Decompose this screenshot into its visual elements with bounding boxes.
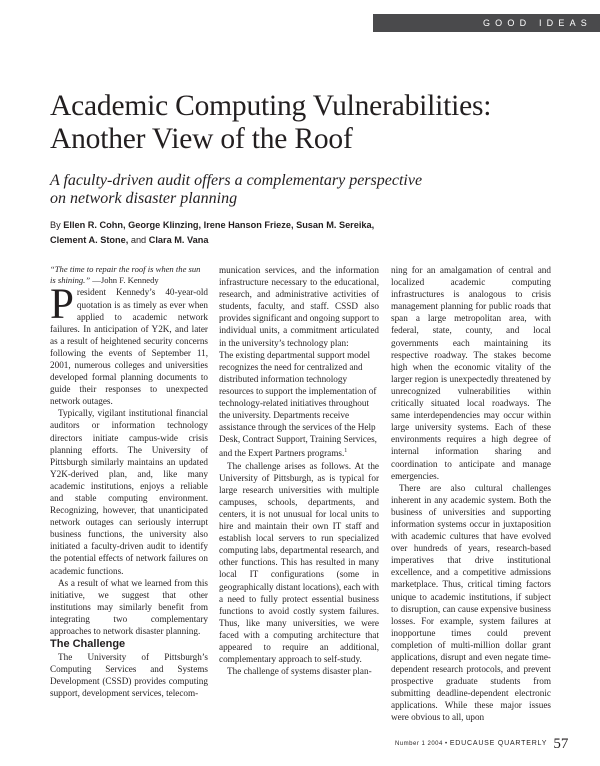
article-subtitle-line2: on network disaster planning	[50, 190, 238, 207]
drop-cap: P	[50, 281, 74, 329]
article-title-line1: Academic Computing Vulnerabilities:	[50, 90, 492, 122]
paragraph: Typically, vigilant institutional financial auditors or information technology directors initiate campus-wide crisis planning efforts. The University of Pittsburgh similarly maintains an updated Y2K-derived plan, and, like many academic institutions, enjoys a reliable and stable computing environment. Recognizing, however, that unanticipated network outages can seriously interrupt business functions, the university also initiated a faculty-driven audit to identify the potential effects of network failures on academic functions.	[50, 408, 208, 576]
footer-separator: •	[445, 741, 448, 747]
issue-label: Number 1 2004	[395, 741, 443, 747]
authors-line2a: Clement A. Stone,	[50, 234, 129, 245]
column-3	[391, 264, 551, 724]
article-title	[50, 90, 590, 156]
paragraph: The challenge arises as follows. At the University of Pittsburgh, as is typical for large research universities with multiple campuses, schools, departments, and centers, it is not unusual for local units to hire and maintain their own IT staff and establish local servers to run specialized computing labs, departmental research, and other functions. This has resulted in many local IT configurations (some in geographically distant locations), each with a need to fully protect essential business functions to avoid costly system failures. Thus, like many universities, we were faced with a computing architecture that appeared to require an additional, complementary approach to self-study.	[219, 460, 379, 665]
block-quote-text: The existing departmental support model recognizes the need for centralized and distributed information technology resources to support the implementation of technology-related initiatives throughout the university. Departments receive assistance through the services of the Help Desk, Contract Support, Training Services, and the Expert Partners programs.	[219, 349, 377, 459]
column-2	[219, 264, 379, 677]
magazine-name: EDUCAUSE QUARTERLY	[449, 740, 548, 747]
column-1	[50, 264, 208, 700]
section-heading: The Challenge	[50, 638, 126, 651]
paragraph-text: resident Kennedy’s 40-year-old quotation is as timely as ever when applied to academic network failures. In anticipation of Y2K, and later as a result of heightened security concerns following the events of September 11, 2001, numerous colleges and universities developed formal planning documents to guide their responses to unexpected network outages.	[50, 287, 208, 407]
page-number: 57	[553, 736, 569, 752]
page-footer	[395, 736, 595, 753]
section-tag: GOOD IDEAS	[373, 14, 600, 32]
epigraph	[50, 264, 208, 286]
authors-line2b: Clara M. Vana	[148, 234, 209, 245]
byline-by: By	[50, 220, 64, 230]
byline	[50, 218, 560, 247]
epigraph-quote: “The time to repair the roof is when the sun is shining.”	[50, 264, 201, 286]
block-quote	[219, 349, 379, 460]
article-subtitle-line1: A faculty-driven audit offers a complementary perspective	[50, 172, 423, 189]
paragraph: As a result of what we learned from this initiative, we suggest that other institutions may similarly benefit from integrating two complementary approaches to network disaster planning.	[50, 577, 208, 637]
paragraph: ning for an amalgamation of central and localized academic computing infrastructures is analogous to crisis management planning for public roads that span a large metropolitan area, with federal, state, county, and local governments each maintaining its respective roadway. The stakes become high when the economic vitality of the larger region is unexpectedly threatened by unrecognized vulnerabilities within critically situated local roadways. The same interdependencies may occur within large university systems. Each of these environments requires a high degree of internal information sharing and coordination to anticipate and manage emergencies.	[391, 265, 551, 481]
authors-line1: Ellen R. Cohn, George Klinzing, Irene Hanson Frieze, Susan M. Sereika,	[63, 220, 375, 230]
paragraph	[50, 281, 208, 407]
article-title-line2: Another View of the Roof	[50, 123, 353, 155]
paragraph: The University of Pittsburgh’s Computing Services and Systems Development (CSSD) provides computing support, development services, telecom-	[50, 652, 208, 699]
epigraph-attribution: —John F. Kennedy	[90, 275, 159, 286]
byline-and: and	[128, 234, 149, 245]
paragraph: There are also cultural challenges inherent in any academic system. Both the business of universities and supporting information systems occur in juxtaposition with academic cultures that have evolved over hundreds of years, research-based imperatives that drive institutional excellence, and a competitive admissions marketplace. Thus, critical timing factors unique to academic institutions, if subject to disruption, can cause expensive business losses. For example, system failures at inopportune times could prevent completion of multi-million dollar grant applications, disrupt and even negate time-dependent research protocols, and prevent prospective graduate students from submitting deadline-dependent electronic applications. While these major issues were obvious to all, upon	[391, 482, 551, 723]
paragraph: The challenge of systems disaster plan-	[227, 666, 372, 677]
article-subtitle	[50, 172, 470, 208]
paragraph: munication services, and the information infrastructure necessary to the educational, research, and administrative activities of students, faculty, and staff. CSSD also provides significant and ongoing support to individual units, a commitment articulated in the university’s technology plan:	[219, 265, 379, 348]
footnote-ref: 1	[344, 448, 348, 455]
